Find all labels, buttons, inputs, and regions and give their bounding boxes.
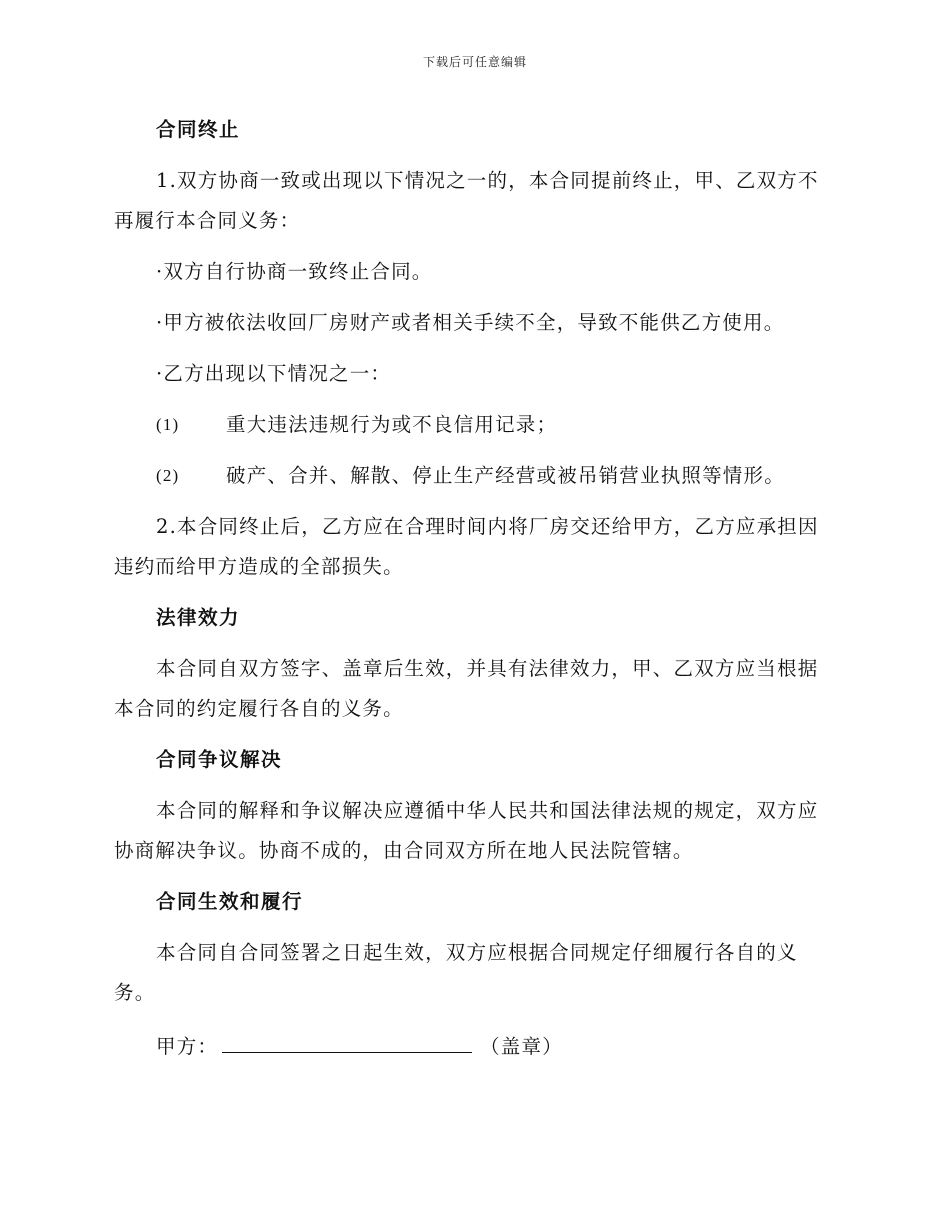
signature-label: 甲方： [156, 1035, 219, 1058]
signature-blank[interactable] [222, 1024, 472, 1053]
legal-effect-text: 本合同自双方签字、盖章后生效，并具有法律效力，甲、乙双方应当根据本合同的约定履行各自的义务。 [114, 657, 819, 720]
termination-sub-item-1 [114, 405, 826, 445]
sub-item-text: 破产、合并、解散、停止生产经营或被吊销营业执照等情形。 [226, 464, 785, 487]
signature-line-party-a [114, 1024, 826, 1067]
sub-item-text: 重大违法违规行为或不良信用记录； [226, 413, 558, 436]
dispute-text: 本合同的解释和争议解决应遵循中华人民共和国法律法规的规定，双方应协商解决争议。协商不成的，由合同双方所在地人民法院管辖。 [114, 799, 819, 862]
termination-sub-item-2 [114, 456, 826, 496]
document-body [114, 110, 826, 1067]
termination-bullet-2: ·甲方被依法收回厂房财产或者相关手续不全，导致不能供乙方使用。 [156, 311, 785, 334]
seal-note: （盖章） [480, 1035, 563, 1058]
effect-performance-text: 本合同自合同签署之日起生效，双方应根据合同规定仔细履行各自的义务。 [114, 941, 798, 1004]
section-heading-effect-performance: 合同生效和履行 [156, 890, 304, 913]
section-heading-dispute: 合同争议解决 [156, 748, 283, 771]
sub-item-number: (1) [156, 415, 180, 434]
section-heading-legal-effect: 法律效力 [156, 606, 241, 629]
termination-clause-1: 1.双方协商一致或出现以下情况之一的，本合同提前终止，甲、乙双方不再履行本合同义务： [114, 169, 819, 232]
sub-item-number: (2) [156, 466, 180, 485]
section-heading-termination: 合同终止 [156, 118, 241, 141]
header-note: 下载后可任意编辑 [422, 55, 527, 69]
termination-bullet-1: ·双方自行协商一致终止合同。 [156, 260, 433, 283]
termination-clause-2: 2.本合同终止后，乙方应在合理时间内将厂房交还给甲方，乙方应承担因违约而给甲方造成的全部损失。 [114, 515, 819, 578]
termination-bullet-3: ·乙方出现以下情况之一： [156, 362, 392, 385]
